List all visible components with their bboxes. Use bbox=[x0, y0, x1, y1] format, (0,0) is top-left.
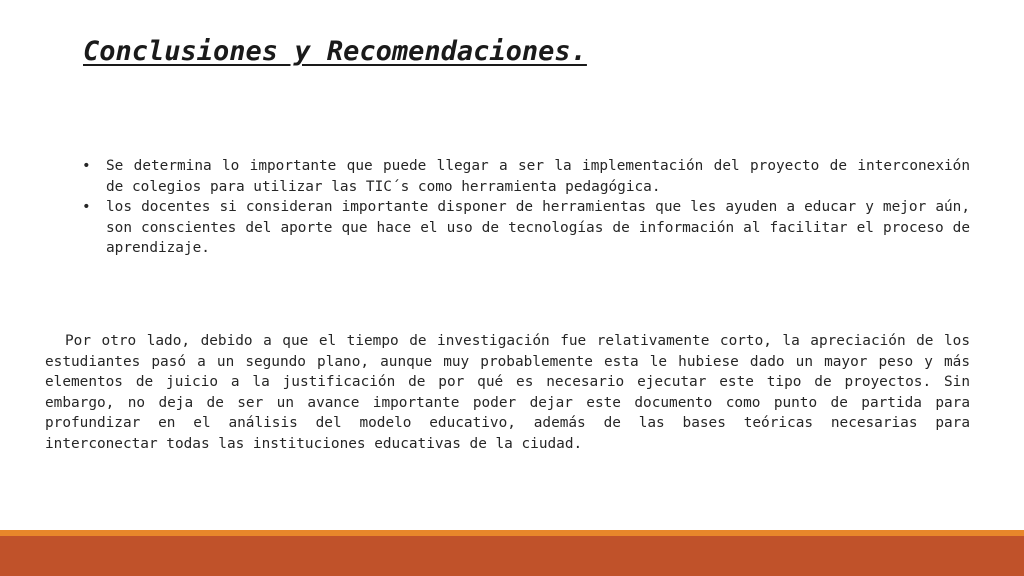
slide-title: Conclusiones y Recomendaciones. bbox=[83, 36, 587, 67]
bullet-marker: • bbox=[82, 158, 91, 174]
bullet-item bbox=[82, 156, 970, 197]
bullet-list bbox=[82, 156, 970, 259]
bullet-text: los docentes si consideran importante disponer de herramientas que les ayuden a educar y mejor aún, son conscientes del aporte que hace el uso de tecnologías de información al facilitar el proceso de aprendizaje. bbox=[106, 199, 970, 256]
bullet-item bbox=[82, 197, 970, 259]
bullet-marker: • bbox=[82, 199, 91, 215]
bullet-text: Se determina lo importante que puede llegar a ser la implementación del proyecto de interconexión de colegios para utilizar las TIC´s como herramienta pedagógica. bbox=[106, 158, 970, 195]
body-paragraph: Por otro lado, debido a que el tiempo de investigación fue relativamente corto, la apreciación de los estudiantes pasó a un segundo plano, aunque muy probablemente esta le hubiese dado un mayor peso y más elementos de juicio a la justificación de por qué es necesario ejecutar este tipo de proyectos. Sin embargo, no deja de ser un avance importante poder dejar este documento como punto de partida para profundizar en el análisis del modelo educativo, además de las bases teóricas necesarias para interconectar todas las instituciones educativas de la ciudad. bbox=[45, 333, 970, 452]
footer-bar bbox=[0, 536, 1024, 576]
